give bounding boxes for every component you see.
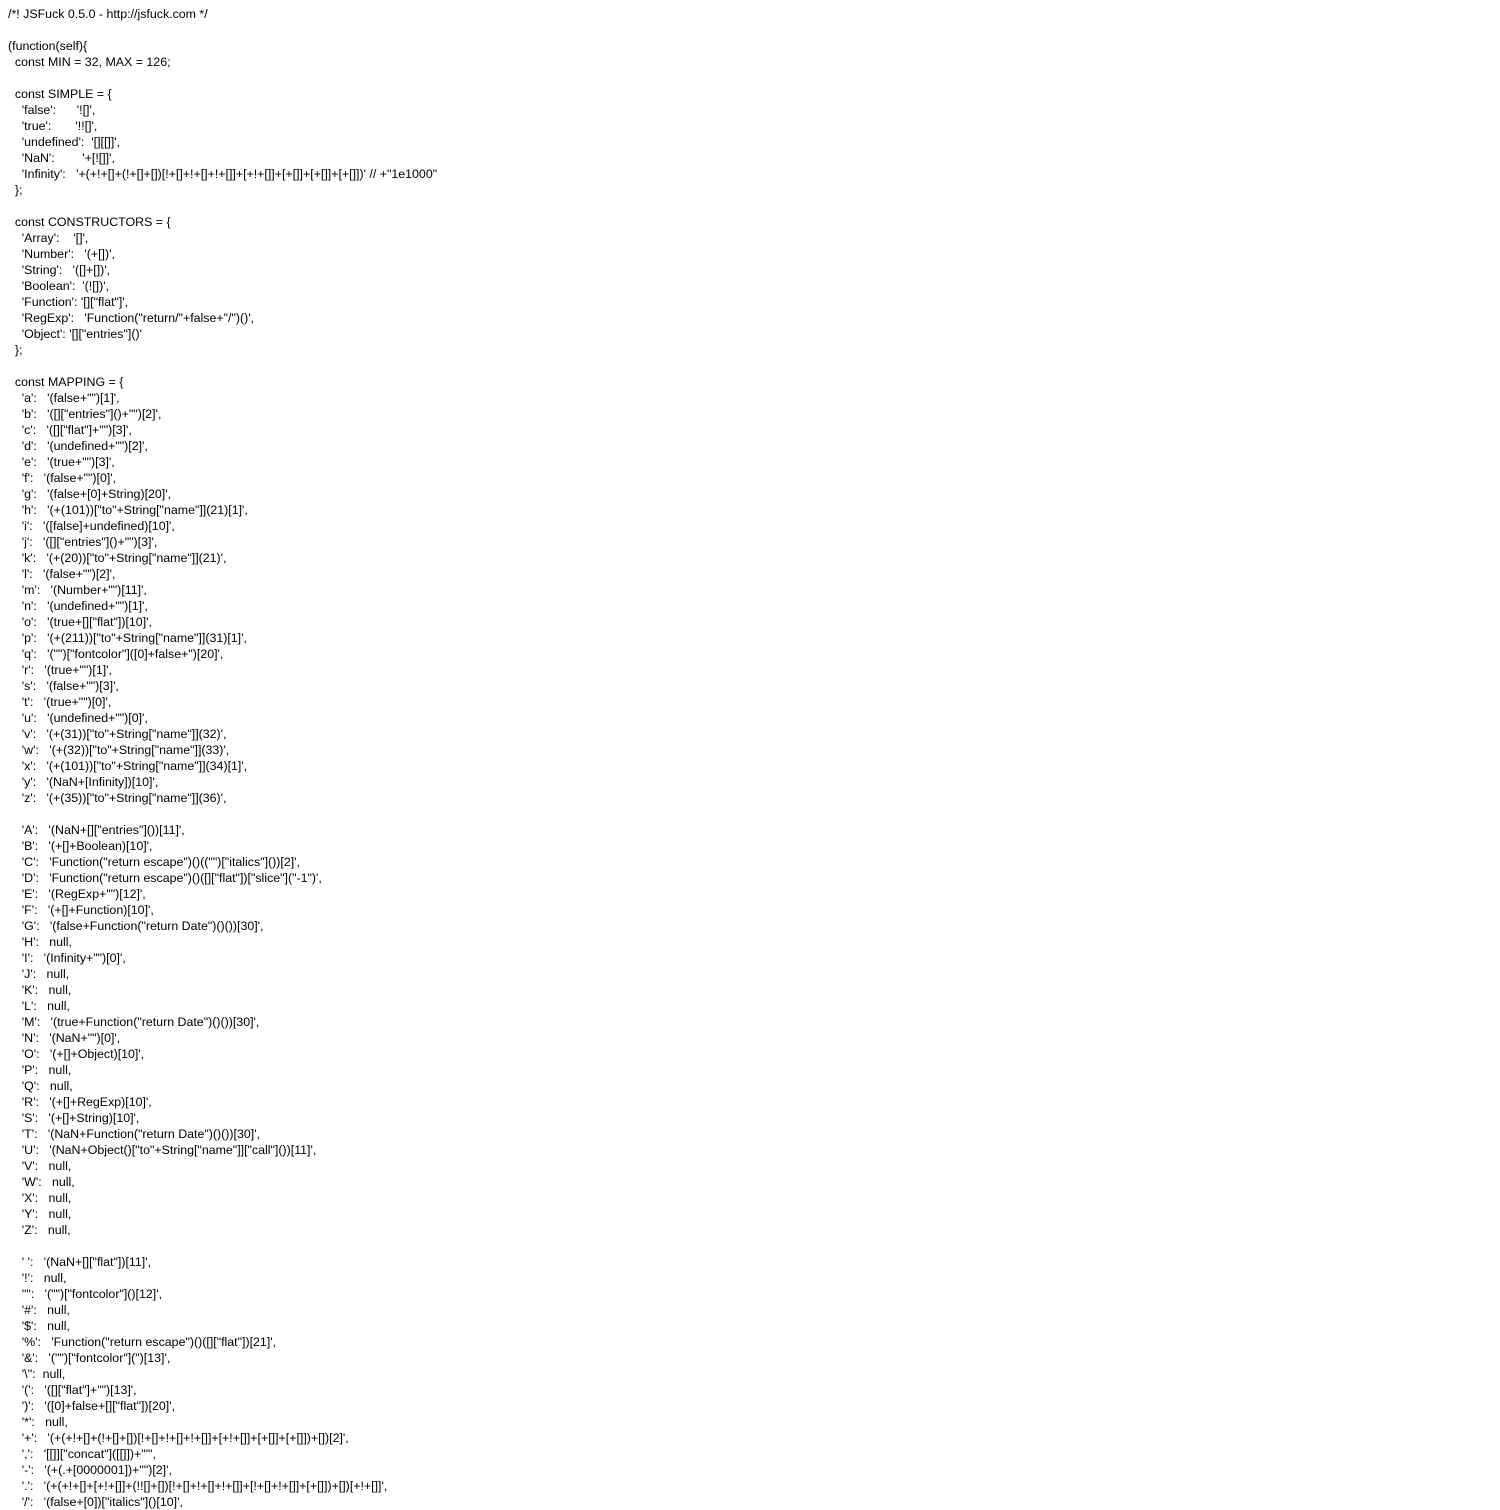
code-line: 'O': '(+[]+Object)[10]', [8, 1047, 145, 1061]
code-line [8, 70, 1500, 86]
code-line: const SIMPLE = { [8, 87, 112, 101]
code-line: 'r': '(true+"")[1]', [8, 663, 112, 677]
code-line [8, 358, 1500, 374]
code-line: 'Boolean': '(![])', [8, 279, 110, 293]
code-line: 'P': null, [8, 1063, 72, 1077]
code-line [8, 806, 1500, 822]
code-line: 'Object': '[]["entries"]()' [8, 327, 142, 341]
code-line [8, 1238, 1500, 1254]
code-line: ')': '([0]+false+[]["flat"])[20]', [8, 1399, 176, 1413]
code-line: 'n': '(undefined+"")[1]', [8, 599, 148, 613]
code-line: 'Function': '[]["flat"]', [8, 295, 129, 309]
code-line: 'I': '(Infinity+"")[0]', [8, 951, 126, 965]
code-line: 'p': '(+(211))["to"+String["name"]](31)[1]', [8, 631, 247, 645]
code-line: 'b': '([]["entries"]()+"")[2]', [8, 407, 162, 421]
code-line [8, 198, 1500, 214]
code-line: 'RegExp': 'Function("return/"+false+"/")()', [8, 311, 255, 325]
code-line: 't': '(true+"")[0]', [8, 695, 112, 709]
code-line: '#': null, [8, 1303, 70, 1317]
code-line: 'K': null, [8, 983, 72, 997]
code-line: 'f': '(false+"")[0]', [8, 471, 117, 485]
code-line: 'T': '(NaN+Function("return Date")()())[30]', [8, 1127, 261, 1141]
code-line: 'V': null, [8, 1159, 72, 1173]
code-line: }; [8, 183, 23, 197]
code-line: '\'': null, [8, 1367, 66, 1381]
code-line: 'w': '(+(32))["to"+String["name"]](33)', [8, 743, 230, 757]
code-line: const MIN = 32, MAX = 126; [8, 55, 171, 69]
code-line: 'undefined': '[][[]]', [8, 135, 121, 149]
code-line: 'A': '(NaN+[]["entries"]())[11]', [8, 823, 185, 837]
code-line: 'Q': null, [8, 1079, 73, 1093]
code-line: 'D': 'Function("return escape")()([]["flat"])["slice"]("-1")', [8, 871, 322, 885]
code-line: 'NaN': '+[![]]', [8, 151, 115, 165]
code-line: 'N': '(NaN+"")[0]', [8, 1031, 121, 1045]
code-line: 'v': '(+(31))["to"+String["name"]](32)', [8, 727, 227, 741]
code-line: '/': '(false+[0])["italics"]()[10]', [8, 1495, 183, 1509]
code-line: 'B': '(+[]+Boolean)[10]', [8, 839, 153, 853]
code-line: 'G': '(false+Function("return Date")()())[30]', [8, 919, 264, 933]
code-line: const MAPPING = { [8, 375, 124, 389]
code-line: 'g': '(false+[0]+String)[20]', [8, 487, 172, 501]
code-line: 'Number': '(+[])', [8, 247, 115, 261]
code-line: 'true': '!![]', [8, 119, 98, 133]
code-line: '(': '([]["flat"]+"")[13]', [8, 1383, 137, 1397]
code-line: 'L': null, [8, 999, 70, 1013]
code-line: '+': '(+(+!+[]+(!+[]+[])[!+[]+!+[]+!+[]]+[+!+[]]+[+[]]+[+[]])+[])[2]', [8, 1431, 349, 1445]
code-line: '%': 'Function("return escape")()([]["flat"])[21]', [8, 1335, 277, 1349]
code-line: '*': null, [8, 1415, 68, 1429]
code-line: 'y': '(NaN+[Infinity])[10]', [8, 775, 159, 789]
code-line: 'Infinity': '+(+!+[]+(!+[]+[])[!+[]+!+[]+!+[]]+[+!+[]]+[+[]]+[+[]]+[+[]])' // +"1e1000" [8, 167, 438, 181]
code-line: '!': null, [8, 1271, 67, 1285]
code-line: 'X': null, [8, 1191, 72, 1205]
code-line: 'M': '(true+Function("return Date")()())[30]', [8, 1015, 260, 1029]
code-line: 'q': '("")["fontcolor"]([0]+false+")[20]', [8, 647, 224, 661]
code-line: (function(self){ [8, 39, 88, 53]
code-line: 'String': '([]+[])', [8, 263, 111, 277]
code-line: 'Z': null, [8, 1223, 71, 1237]
code-document [8, 6, 1500, 1510]
code-line: 's': '(false+"")[3]', [8, 679, 119, 693]
code-line: 'J': null, [8, 967, 70, 981]
code-line: 'a': '(false+"")[1]', [8, 391, 120, 405]
code-line: 'd': '(undefined+"")[2]', [8, 439, 148, 453]
code-line: 'E': '(RegExp+"")[12]', [8, 887, 146, 901]
code-line: 'z': '(+(35))["to"+String["name"]](36)', [8, 791, 227, 805]
code-line: 'x': '(+(101))["to"+String["name"]](34)[1]', [8, 759, 248, 773]
code-line: 'h': '(+(101))["to"+String["name"]](21)[1]', [8, 503, 248, 517]
code-line: 'k': '(+(20))["to"+String["name"]](21)', [8, 551, 227, 565]
code-line: '-': '(+(.+[0000001])+"")[2]', [8, 1463, 172, 1477]
code-line: 'R': '(+[]+RegExp)[10]', [8, 1095, 152, 1109]
code-line: '"': '("")["fontcolor"]()[12]', [8, 1287, 163, 1301]
code-line: 'false': '![]', [8, 103, 96, 117]
code-line: }; [8, 343, 23, 357]
code-line: 'Y': null, [8, 1207, 72, 1221]
code-line: 'l': '(false+"")[2]', [8, 567, 116, 581]
code-line: ' ': '(NaN+[]["flat"])[11]', [8, 1255, 152, 1269]
code-line: /*! JSFuck 0.5.0 - http://jsfuck.com */ [8, 7, 208, 21]
code-line: 'H': null, [8, 935, 72, 949]
code-line: 'm': '(Number+"")[11]', [8, 583, 147, 597]
code-line: 'U': '(NaN+Object()["to"+String["name"]]["call"]())[11]', [8, 1143, 317, 1157]
code-line: '$': null, [8, 1319, 70, 1333]
code-line: '&': '("")["fontcolor"](")[13]', [8, 1351, 171, 1365]
code-line: 'F': '(+[]+Function)[10]', [8, 903, 154, 917]
code-line: 'i': '([false]+undefined)[10]', [8, 519, 175, 533]
code-line: 'u': '(undefined+"")[0]', [8, 711, 148, 725]
code-line: 'j': '([]["entries"]()+"")[3]', [8, 535, 158, 549]
code-line: 'o': '(true+[]["flat"])[10]', [8, 615, 152, 629]
code-line: 'e': '(true+"")[3]', [8, 455, 115, 469]
code-line: ',': '[[]]["concat"]([[]])+""', [8, 1447, 156, 1461]
code-line: 'C': 'Function("return escape")()(("")["italics"]())[2]', [8, 855, 300, 869]
code-line: 'W': null, [8, 1175, 75, 1189]
code-line: 'Array': '[]', [8, 231, 89, 245]
code-line: const CONSTRUCTORS = { [8, 215, 171, 229]
code-line [8, 22, 1500, 38]
code-line: '.': '(+(+!+[]+[+!+[]]+(!![]+[])[!+[]+!+[]+!+[]]+[!+[]+!+[]]+[+[]])+[])[+!+[]]', [8, 1479, 388, 1493]
code-line: 'c': '([]["flat"]+"")[3]', [8, 423, 132, 437]
code-line: 'S': '(+[]+String)[10]', [8, 1111, 140, 1125]
